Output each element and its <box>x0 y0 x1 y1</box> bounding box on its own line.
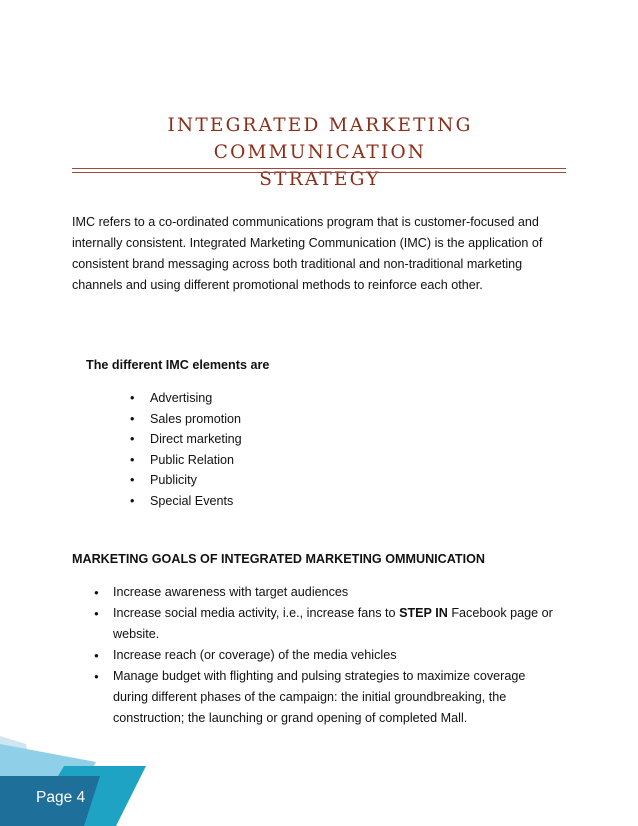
title-underline <box>72 168 566 169</box>
list-item: ● Manage budget with flighting and pulsing strategies to maximize coverage during different phases of the campaign: the initial groundbreaking, the construction; the launching or grand opening of completed Mall. <box>94 666 556 729</box>
imc-elements-heading: The different IMC elements are <box>86 358 270 372</box>
page-number: Page 4 <box>36 789 86 806</box>
list-item: • Publicity <box>130 470 242 491</box>
page-title <box>72 112 568 193</box>
list-item: • Public Relation <box>130 450 242 471</box>
list-item: ● Increase awareness with target audiences <box>94 582 556 603</box>
footer-decoration <box>0 736 200 826</box>
imc-elements-list <box>130 388 242 511</box>
goals-list <box>94 582 556 729</box>
title-line-1: INTEGRATED MARKETING COMMUNICATION <box>167 115 473 163</box>
list-item: • Special Events <box>130 491 242 512</box>
title-line-2: STRATEGY <box>259 169 381 190</box>
list-item <box>94 603 556 645</box>
intro-paragraph: IMC refers to a co-ordinated communications program that is customer-focused and internally consistent. Integrated Marketing Communication (IMC) is the application of consistent brand messaging across both traditional and non-traditional marketing channels and using different promotional methods to reinforce each other. <box>72 215 543 292</box>
title-underline-double <box>72 172 566 173</box>
list-item: • Advertising <box>130 388 242 409</box>
list-item: ● Increase reach (or coverage) of the media vehicles <box>94 645 556 666</box>
goal-text: Increase social media activity, i.e., increase fans to <box>113 606 400 620</box>
list-item: • Sales promotion <box>130 409 242 430</box>
goals-heading: MARKETING GOALS OF INTEGRATED MARKETING OMMUNICATION <box>72 552 486 566</box>
brand-name: STEP IN <box>399 606 448 620</box>
list-item: • Direct marketing <box>130 429 242 450</box>
goal-text: Facebook page or website. <box>113 606 553 641</box>
